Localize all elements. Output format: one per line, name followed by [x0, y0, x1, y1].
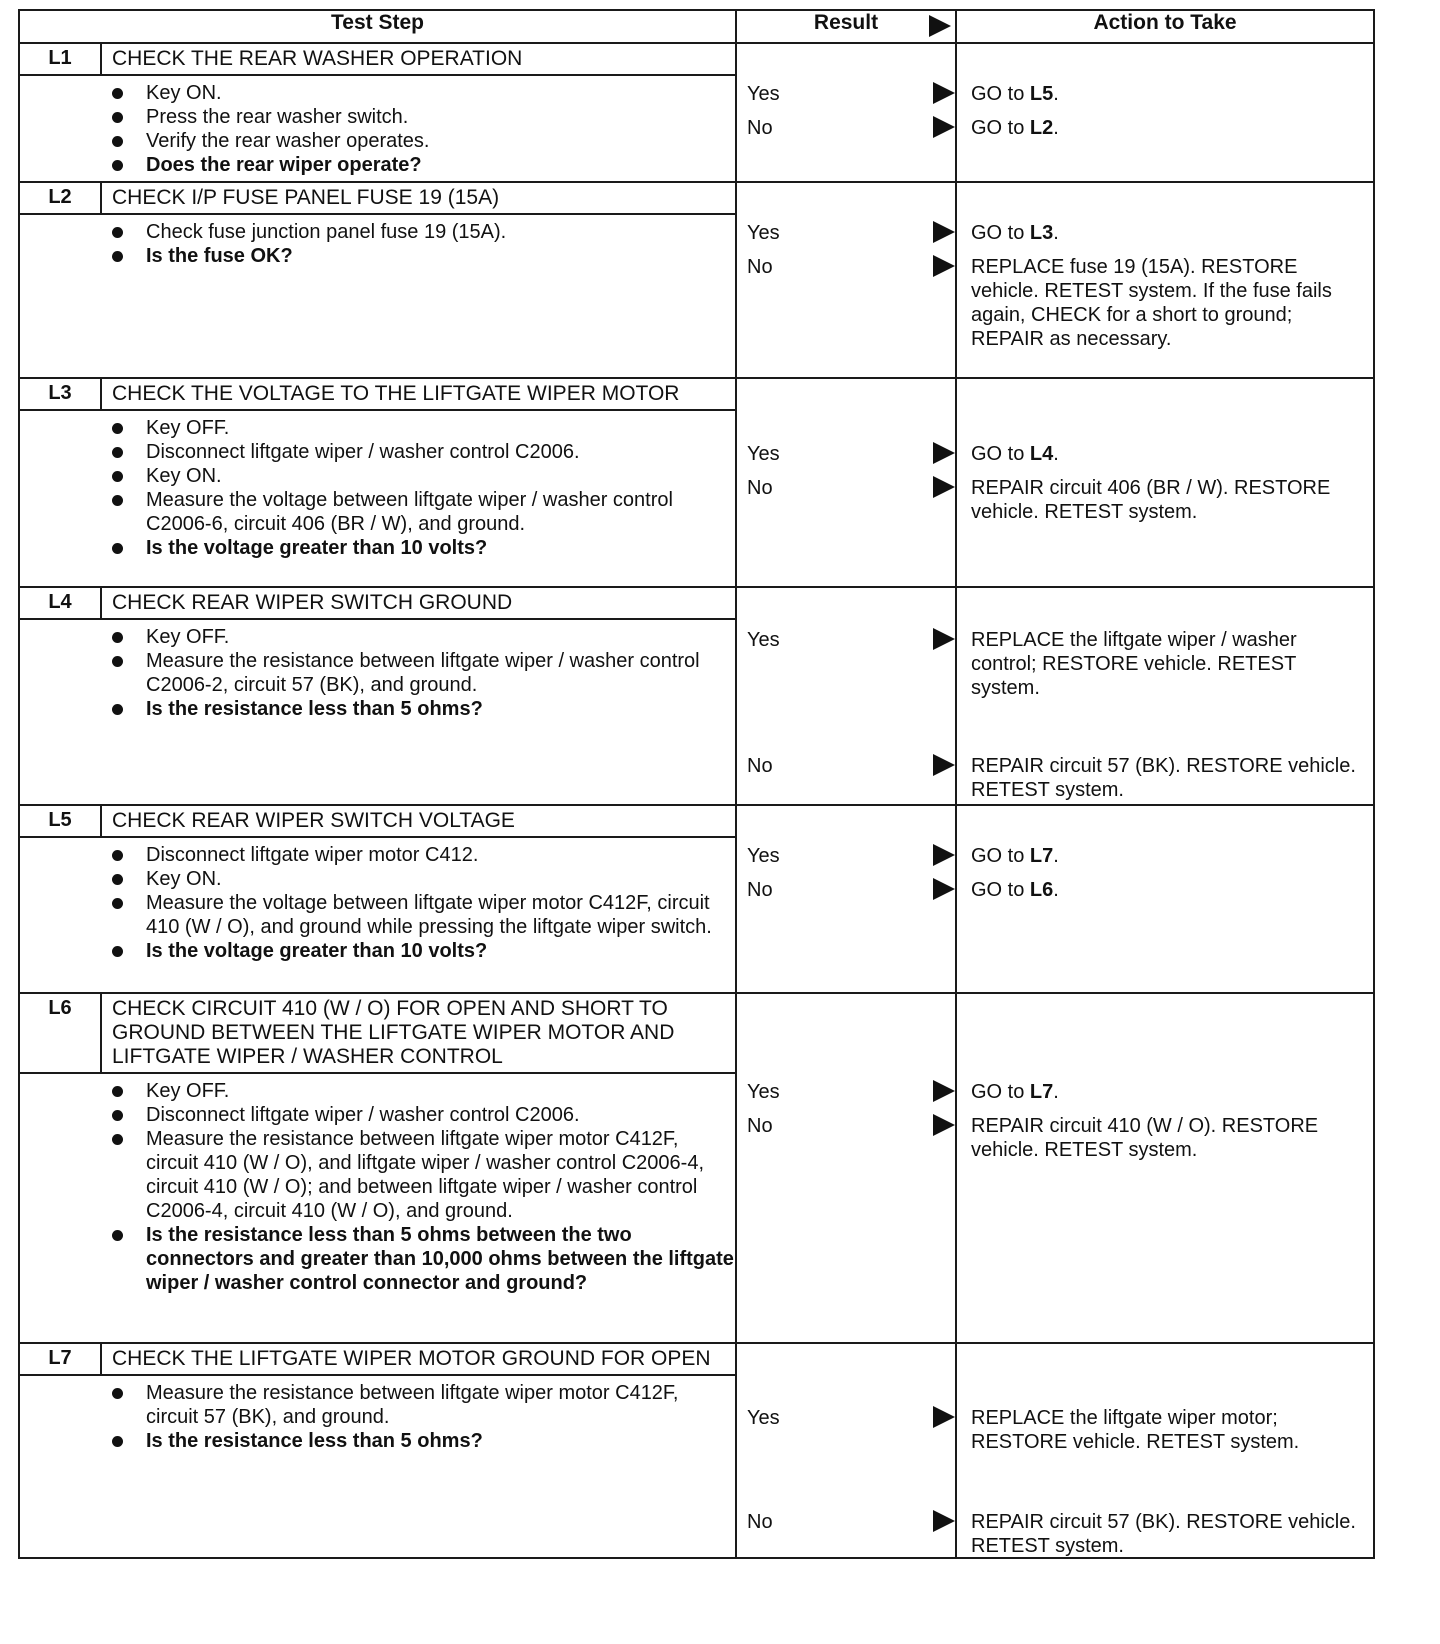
instruction-item: Verify the rear washer operates.	[108, 129, 735, 153]
action-body: REPLACE the liftgate wiper / washer control; RESTORE vehicle. RETEST system.	[971, 629, 1297, 699]
test-step-cell	[19, 587, 736, 805]
result-yes	[747, 628, 780, 652]
step-inner-table	[20, 588, 735, 725]
action-cell	[956, 182, 1374, 378]
goto-step-link[interactable]: L4	[1029, 443, 1054, 465]
action-body: GO to	[971, 117, 1030, 139]
arrow-right-icon	[933, 1114, 955, 1136]
action-tail: .	[1053, 117, 1059, 139]
instruction-item: Key OFF.	[108, 1079, 735, 1103]
action-tail: .	[1053, 83, 1059, 105]
step-number: L4	[20, 588, 101, 619]
action-tail: .	[1053, 443, 1059, 465]
instruction-item: Measure the resistance between liftgate wiper motor C412F, circuit 57 (BK), and ground.	[108, 1381, 735, 1429]
action-text	[971, 844, 1363, 868]
step-number: L5	[20, 806, 101, 837]
result-no	[747, 255, 773, 279]
instruction-list	[108, 1381, 735, 1453]
action-text	[971, 442, 1363, 466]
step-row	[19, 378, 1374, 587]
goto-step-link[interactable]: L6	[1029, 879, 1054, 901]
step-instructions	[20, 75, 735, 181]
step-inner-table	[20, 994, 735, 1299]
action-cell	[956, 805, 1374, 993]
arrow-right-icon	[933, 116, 955, 138]
action-text	[971, 255, 1363, 351]
instruction-item: Key OFF.	[108, 625, 735, 649]
result-label: Yes	[747, 83, 780, 105]
action-tail: .	[1053, 845, 1059, 867]
instruction-item: Measure the resistance between liftgate wiper / washer control C2006-2, circuit 57 (BK), and ground.	[108, 649, 735, 697]
step-question: Is the voltage greater than 10 volts?	[108, 939, 735, 963]
step-instructions	[20, 1375, 735, 1457]
arrow-right-icon	[933, 476, 955, 498]
step-question: Does the rear wiper operate?	[108, 153, 735, 177]
step-number: L3	[20, 379, 101, 410]
goto-step-link[interactable]: L7	[1029, 845, 1054, 867]
header-test-step: Test Step	[19, 10, 736, 43]
test-step-cell	[19, 182, 736, 378]
action-body: GO to	[971, 879, 1030, 901]
step-instructions	[20, 619, 735, 725]
step-inner-table	[20, 806, 735, 967]
step-row	[19, 1343, 1374, 1558]
test-step-cell	[19, 805, 736, 993]
result-cell	[736, 378, 956, 587]
instruction-item: Disconnect liftgate wiper / washer control C2006.	[108, 440, 735, 464]
step-question: Is the resistance less than 5 ohms between the two connectors and greater than 10,000 ohms between the liftgate wiper / washer control connector and ground?	[108, 1223, 735, 1295]
action-cell	[956, 1343, 1374, 1558]
instruction-list	[108, 416, 735, 560]
action-text	[971, 1114, 1363, 1162]
action-text	[971, 878, 1363, 902]
test-step-cell	[19, 993, 736, 1343]
step-title: CHECK CIRCUIT 410 (W / O) FOR OPEN AND SHORT TO GROUND BETWEEN THE LIFTGATE WIPER MOTOR AND LIFTGATE WIPER / WASHER CONTROL	[101, 994, 735, 1073]
result-cell	[736, 182, 956, 378]
result-yes	[747, 844, 780, 868]
diagnostic-table-container	[18, 9, 1373, 1559]
result-label: Yes	[747, 1407, 780, 1429]
result-yes	[747, 1080, 780, 1104]
action-text	[971, 628, 1363, 700]
result-label: No	[747, 477, 773, 499]
action-body: REPAIR circuit 57 (BK). RESTORE vehicle. RETEST system.	[971, 1511, 1356, 1557]
arrow-right-icon	[933, 754, 955, 776]
step-inner-table	[20, 44, 735, 181]
step-title: CHECK THE VOLTAGE TO THE LIFTGATE WIPER MOTOR	[101, 379, 735, 410]
action-cell	[956, 587, 1374, 805]
result-yes	[747, 442, 780, 466]
action-cell	[956, 378, 1374, 587]
action-body: REPLACE fuse 19 (15A). RESTORE vehicle. RETEST system. If the fuse fails again, CHECK for a short to ground; REPAIR as necessary.	[971, 256, 1332, 350]
action-tail: .	[1053, 879, 1059, 901]
step-title: CHECK THE REAR WASHER OPERATION	[101, 44, 735, 75]
action-text	[971, 82, 1363, 106]
step-inner-table	[20, 183, 735, 272]
table-body	[19, 43, 1374, 1558]
arrow-right-icon	[933, 82, 955, 104]
goto-step-link[interactable]: L2	[1029, 117, 1054, 139]
action-cell	[956, 43, 1374, 182]
result-label: Yes	[747, 845, 780, 867]
step-question: Is the resistance less than 5 ohms?	[108, 697, 735, 721]
result-no	[747, 878, 773, 902]
instruction-item: Key ON.	[108, 81, 735, 105]
instruction-item: Measure the voltage between liftgate wiper motor C412F, circuit 410 (W / O), and ground while pressing the liftgate wiper switch.	[108, 891, 735, 939]
table-header-row	[19, 10, 1374, 43]
result-yes	[747, 82, 780, 106]
instruction-item: Key ON.	[108, 867, 735, 891]
step-number: L1	[20, 44, 101, 75]
instruction-list	[108, 1079, 735, 1295]
action-cell	[956, 993, 1374, 1343]
result-cell	[736, 805, 956, 993]
arrow-right-icon	[933, 255, 955, 277]
action-body: GO to	[971, 443, 1030, 465]
goto-step-link[interactable]: L3	[1029, 222, 1054, 244]
arrow-right-icon	[933, 844, 955, 866]
arrow-right-icon	[933, 1080, 955, 1102]
step-question: Is the voltage greater than 10 volts?	[108, 536, 735, 560]
step-row	[19, 805, 1374, 993]
result-cell	[736, 993, 956, 1343]
result-no	[747, 476, 773, 500]
step-instructions	[20, 214, 735, 272]
instruction-item: Disconnect liftgate wiper motor C412.	[108, 843, 735, 867]
test-step-cell	[19, 43, 736, 182]
instruction-item: Key ON.	[108, 464, 735, 488]
result-cell	[736, 43, 956, 182]
step-question: Is the fuse OK?	[108, 244, 735, 268]
step-title: CHECK REAR WIPER SWITCH VOLTAGE	[101, 806, 735, 837]
result-yes	[747, 221, 780, 245]
action-body: GO to	[971, 222, 1030, 244]
step-number: L6	[20, 994, 101, 1073]
result-label: Yes	[747, 629, 780, 651]
test-step-cell	[19, 378, 736, 587]
result-label: No	[747, 1511, 773, 1533]
result-label: No	[747, 117, 773, 139]
step-title: CHECK THE LIFTGATE WIPER MOTOR GROUND FOR OPEN	[101, 1344, 735, 1375]
instruction-list	[108, 81, 735, 177]
result-cell	[736, 1343, 956, 1558]
action-body: REPAIR circuit 406 (BR / W). RESTORE vehicle. RETEST system.	[971, 477, 1331, 523]
header-result-label: Result	[813, 11, 879, 34]
instruction-item: Check fuse junction panel fuse 19 (15A).	[108, 220, 735, 244]
result-no	[747, 754, 773, 778]
action-text	[971, 1080, 1363, 1104]
goto-step-link[interactable]: L5	[1029, 83, 1054, 105]
header-result	[736, 10, 956, 43]
result-label: No	[747, 256, 773, 278]
action-text	[971, 1510, 1363, 1558]
result-label: Yes	[747, 222, 780, 244]
instruction-item: Press the rear washer switch.	[108, 105, 735, 129]
step-instructions	[20, 837, 735, 967]
step-number: L7	[20, 1344, 101, 1375]
action-body: REPAIR circuit 410 (W / O). RESTORE vehicle. RETEST system.	[971, 1115, 1319, 1161]
instruction-item: Measure the voltage between liftgate wiper / washer control C2006-6, circuit 406 (BR / W), and ground.	[108, 488, 735, 536]
result-yes	[747, 1406, 780, 1430]
action-body: REPLACE the liftgate wiper motor; RESTORE vehicle. RETEST system.	[971, 1407, 1300, 1453]
diagnostic-table	[18, 9, 1375, 1559]
arrow-right-icon	[933, 1510, 955, 1532]
action-text	[971, 116, 1363, 140]
instruction-list	[108, 625, 735, 721]
result-label: Yes	[747, 443, 780, 465]
arrow-right-icon	[933, 628, 955, 650]
step-row	[19, 587, 1374, 805]
step-number: L2	[20, 183, 101, 214]
step-instructions	[20, 410, 735, 564]
action-body: GO to	[971, 845, 1030, 867]
action-body: GO to	[971, 83, 1030, 105]
goto-step-link[interactable]: L7	[1029, 1081, 1054, 1103]
action-tail: .	[1053, 222, 1059, 244]
action-tail: .	[1053, 1081, 1059, 1103]
action-body: REPAIR circuit 57 (BK). RESTORE vehicle. RETEST system.	[971, 755, 1356, 801]
arrow-right-icon	[933, 221, 955, 243]
result-no	[747, 1510, 773, 1534]
step-inner-table	[20, 1344, 735, 1457]
result-cell	[736, 587, 956, 805]
test-step-cell	[19, 1343, 736, 1558]
header-action: Action to Take	[956, 10, 1374, 43]
result-label: Yes	[747, 1081, 780, 1103]
action-text	[971, 221, 1363, 245]
result-label: No	[747, 879, 773, 901]
step-inner-table	[20, 379, 735, 564]
arrow-right-icon	[933, 878, 955, 900]
step-row	[19, 182, 1374, 378]
instruction-list	[108, 220, 735, 268]
action-text	[971, 476, 1363, 524]
action-text	[971, 1406, 1363, 1454]
step-instructions	[20, 1073, 735, 1299]
result-no	[747, 116, 773, 140]
result-label: No	[747, 755, 773, 777]
instruction-item: Disconnect liftgate wiper / washer control C2006.	[108, 1103, 735, 1127]
result-no	[747, 1114, 773, 1138]
step-question: Is the resistance less than 5 ohms?	[108, 1429, 735, 1453]
instruction-item: Key OFF.	[108, 416, 735, 440]
action-body: GO to	[971, 1081, 1030, 1103]
step-title: CHECK I/P FUSE PANEL FUSE 19 (15A)	[101, 183, 735, 214]
step-title: CHECK REAR WIPER SWITCH GROUND	[101, 588, 735, 619]
arrow-right-icon	[933, 1406, 955, 1428]
arrow-right-icon	[933, 442, 955, 464]
arrow-right-icon	[929, 15, 951, 37]
step-row	[19, 43, 1374, 182]
result-label: No	[747, 1115, 773, 1137]
action-text	[971, 754, 1363, 802]
step-row	[19, 993, 1374, 1343]
instruction-item: Measure the resistance between liftgate wiper motor C412F, circuit 410 (W / O), and liftgate wiper / washer control C2006-4, circuit 410 (W / O); and between liftgate wiper / washer control C2006-4, circuit 410 (W / O), and ground.	[108, 1127, 735, 1223]
instruction-list	[108, 843, 735, 963]
